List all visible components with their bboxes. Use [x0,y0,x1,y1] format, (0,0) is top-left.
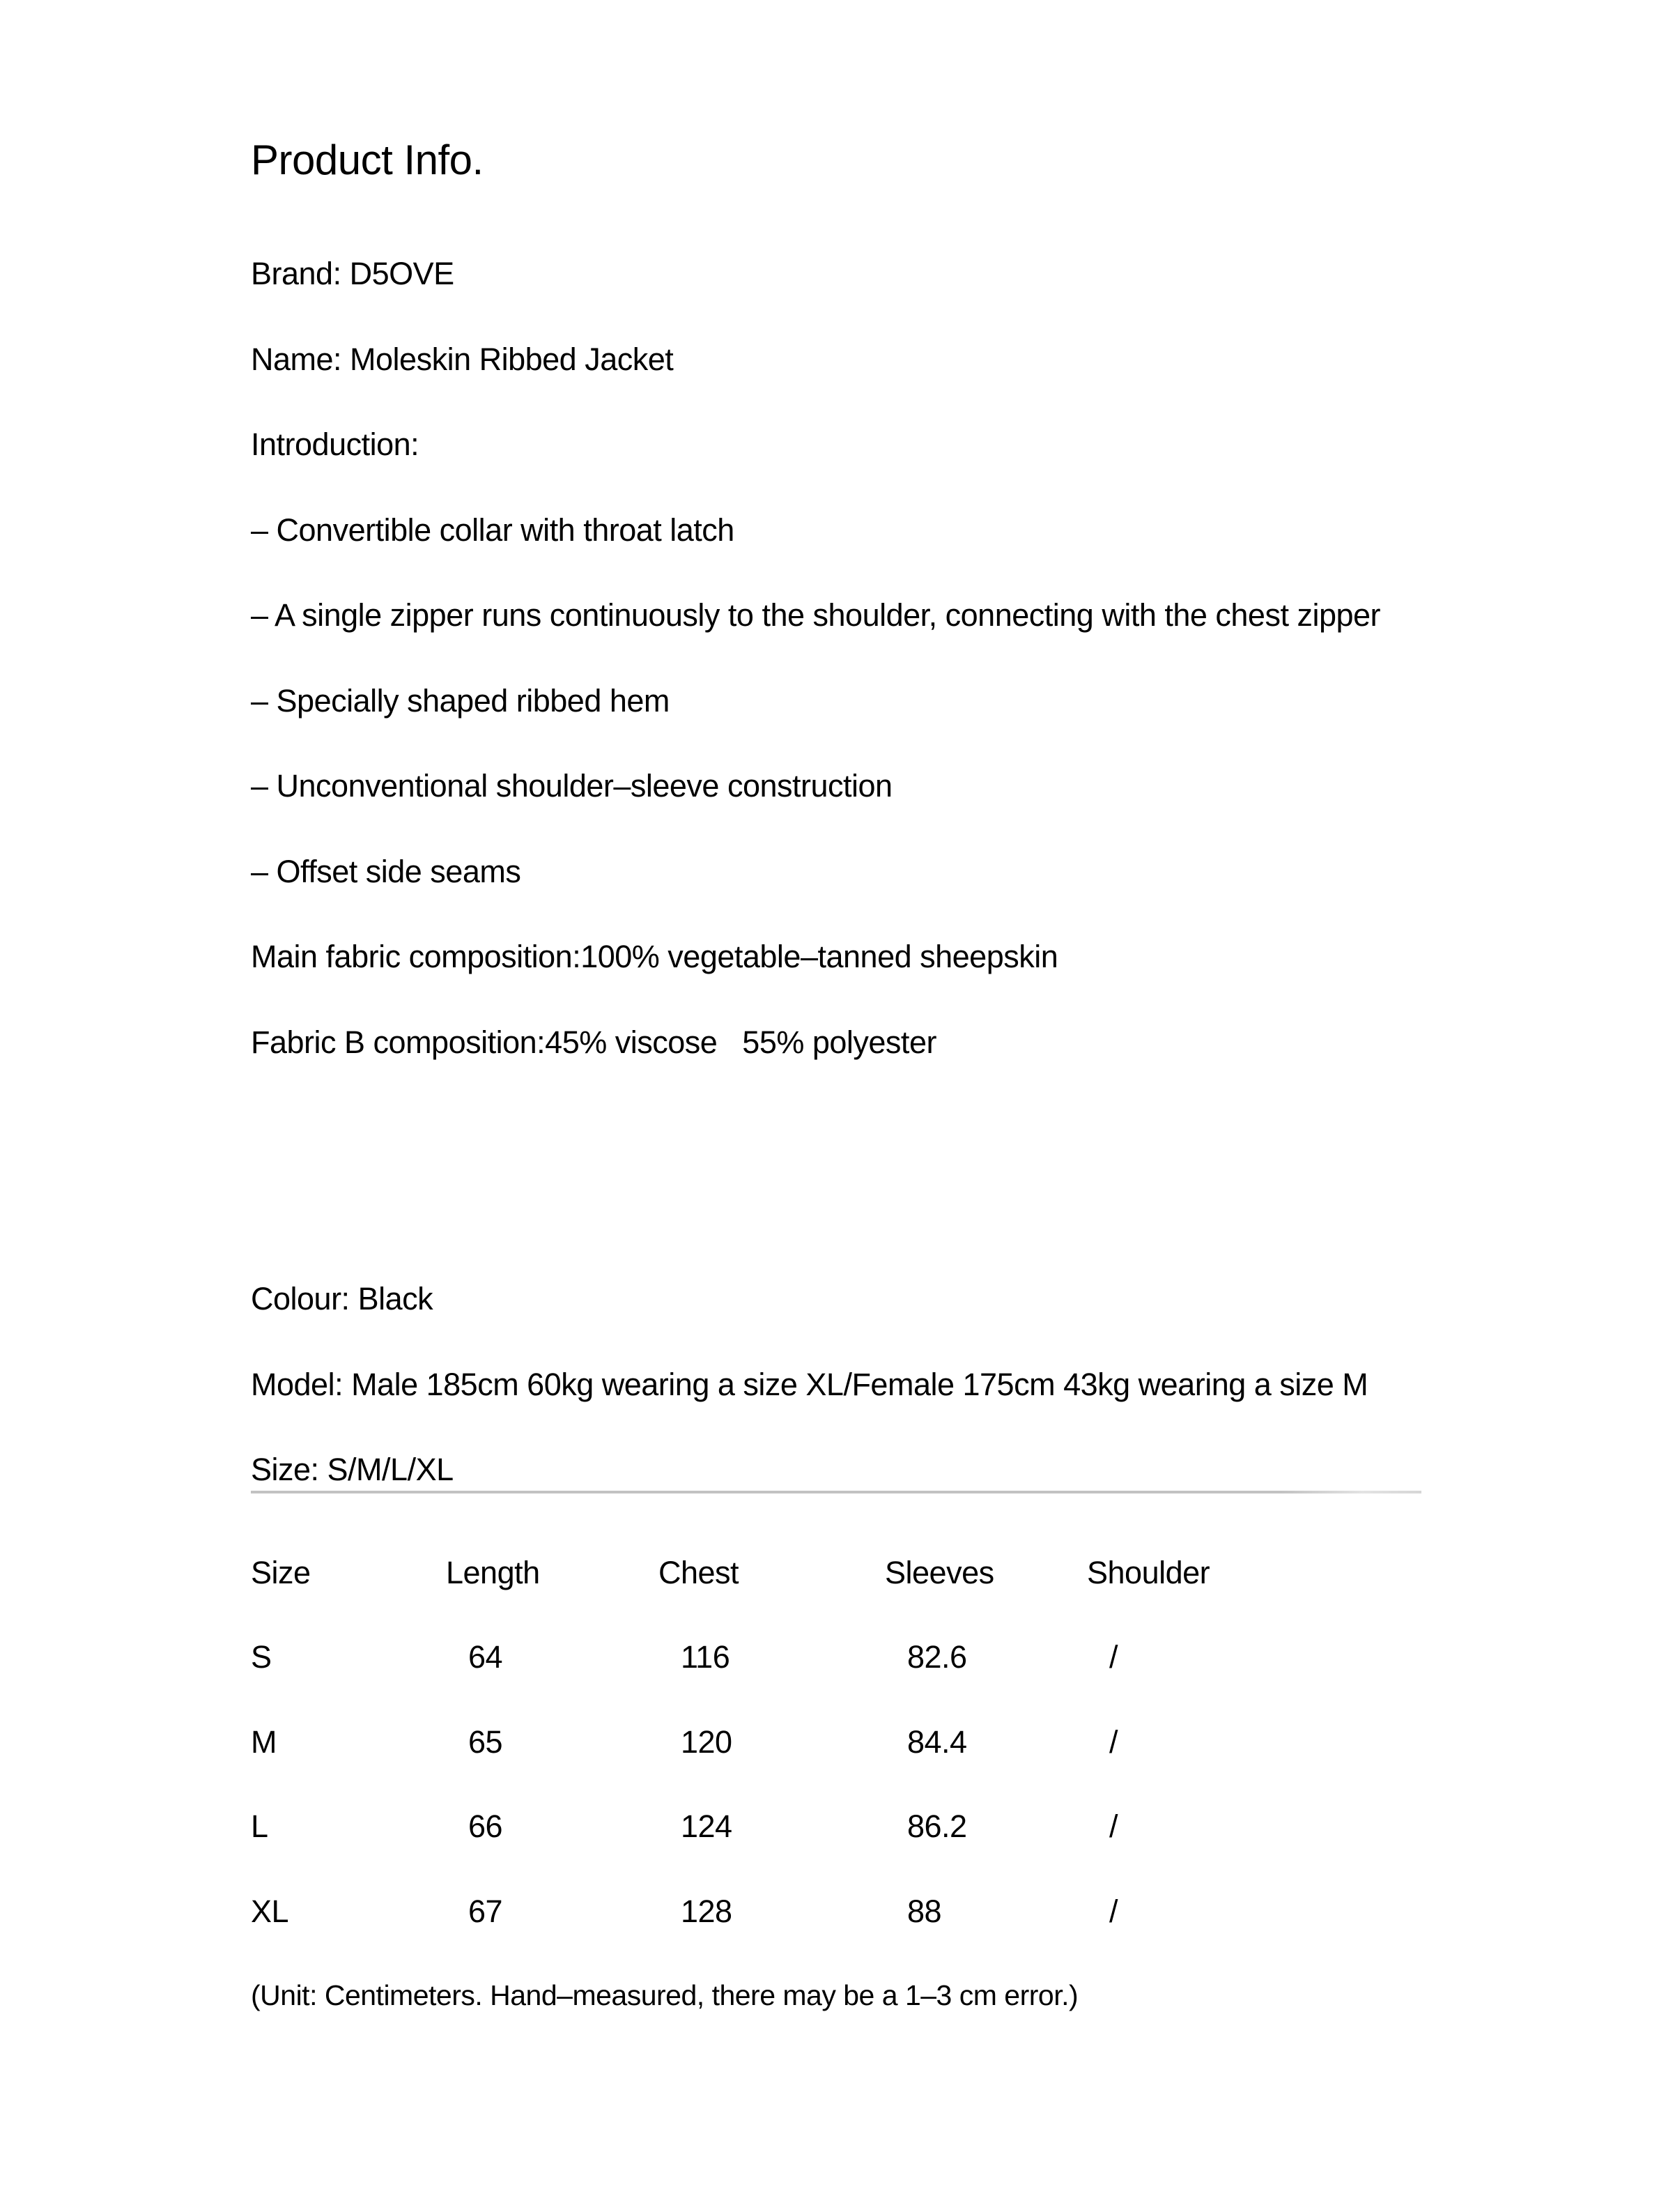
blank-gap [251,1107,1624,1279]
feature-item: – Offset side seams [251,853,521,889]
main-fabric-field: Main fabric composition:100% vegetable–tanned sheepskin [251,939,1058,974]
feature-item: – A single zipper runs continuously to the shoulder, connecting with the chest zipper [251,597,1381,633]
table-cell: 124 [681,1808,732,1844]
fabric-b-field: Fabric B composition:45% viscose 55% polyester [251,1024,936,1060]
table-cell: / [1109,1639,1118,1675]
table-cell: 66 [468,1808,503,1844]
table-header-chest: Chest [658,1554,739,1590]
colour-field: Colour: Black [251,1281,433,1316]
horizontal-divider [251,1491,1421,1493]
size-table [251,1553,1624,1933]
table-cell: 64 [468,1639,503,1675]
table-cell: 84.4 [907,1723,967,1760]
size-field: Size: S/M/L/XL [251,1452,454,1487]
table-header-sleeves: Sleeves [885,1554,994,1590]
unit-note: (Unit: Centimeters. Hand–measured, there may be a 1–3 cm error.) [251,1979,1079,2011]
table-header-length: Length [446,1554,540,1590]
table-cell: XL [251,1893,289,1929]
table-cell: 86.2 [907,1808,967,1844]
table-cell: L [251,1808,268,1844]
table-header-shoulder: Shoulder [1087,1554,1210,1590]
feature-item: – Specially shaped ribbed hem [251,682,670,719]
feature-item: – Convertible collar with throat latch [251,512,734,548]
brand-field: Brand: D5OVE [251,256,454,291]
feature-item: – Unconventional shoulder–sleeve construction [251,768,893,804]
table-cell: 128 [681,1893,732,1929]
table-header-size: Size [251,1554,311,1590]
document-content [251,0,1624,2014]
name-field: Name: Moleskin Ribbed Jacket [251,341,674,377]
table-cell: / [1109,1723,1118,1760]
table-cell: / [1109,1893,1118,1929]
table-cell: M [251,1723,277,1760]
table-cell: 65 [468,1723,503,1760]
page-title: Product Info. [251,137,484,183]
table-cell: 88 [907,1893,942,1929]
table-cell: 116 [681,1639,730,1675]
table-cell: 82.6 [907,1639,967,1675]
table-cell: / [1109,1808,1118,1844]
table-cell: 67 [468,1893,503,1929]
model-field: Model: Male 185cm 60kg wearing a size XL/Female 175cm 43kg wearing a size M [251,1366,1368,1402]
introduction-label: Introduction: [251,427,419,462]
table-cell: 120 [681,1723,732,1760]
table-cell: S [251,1639,272,1675]
